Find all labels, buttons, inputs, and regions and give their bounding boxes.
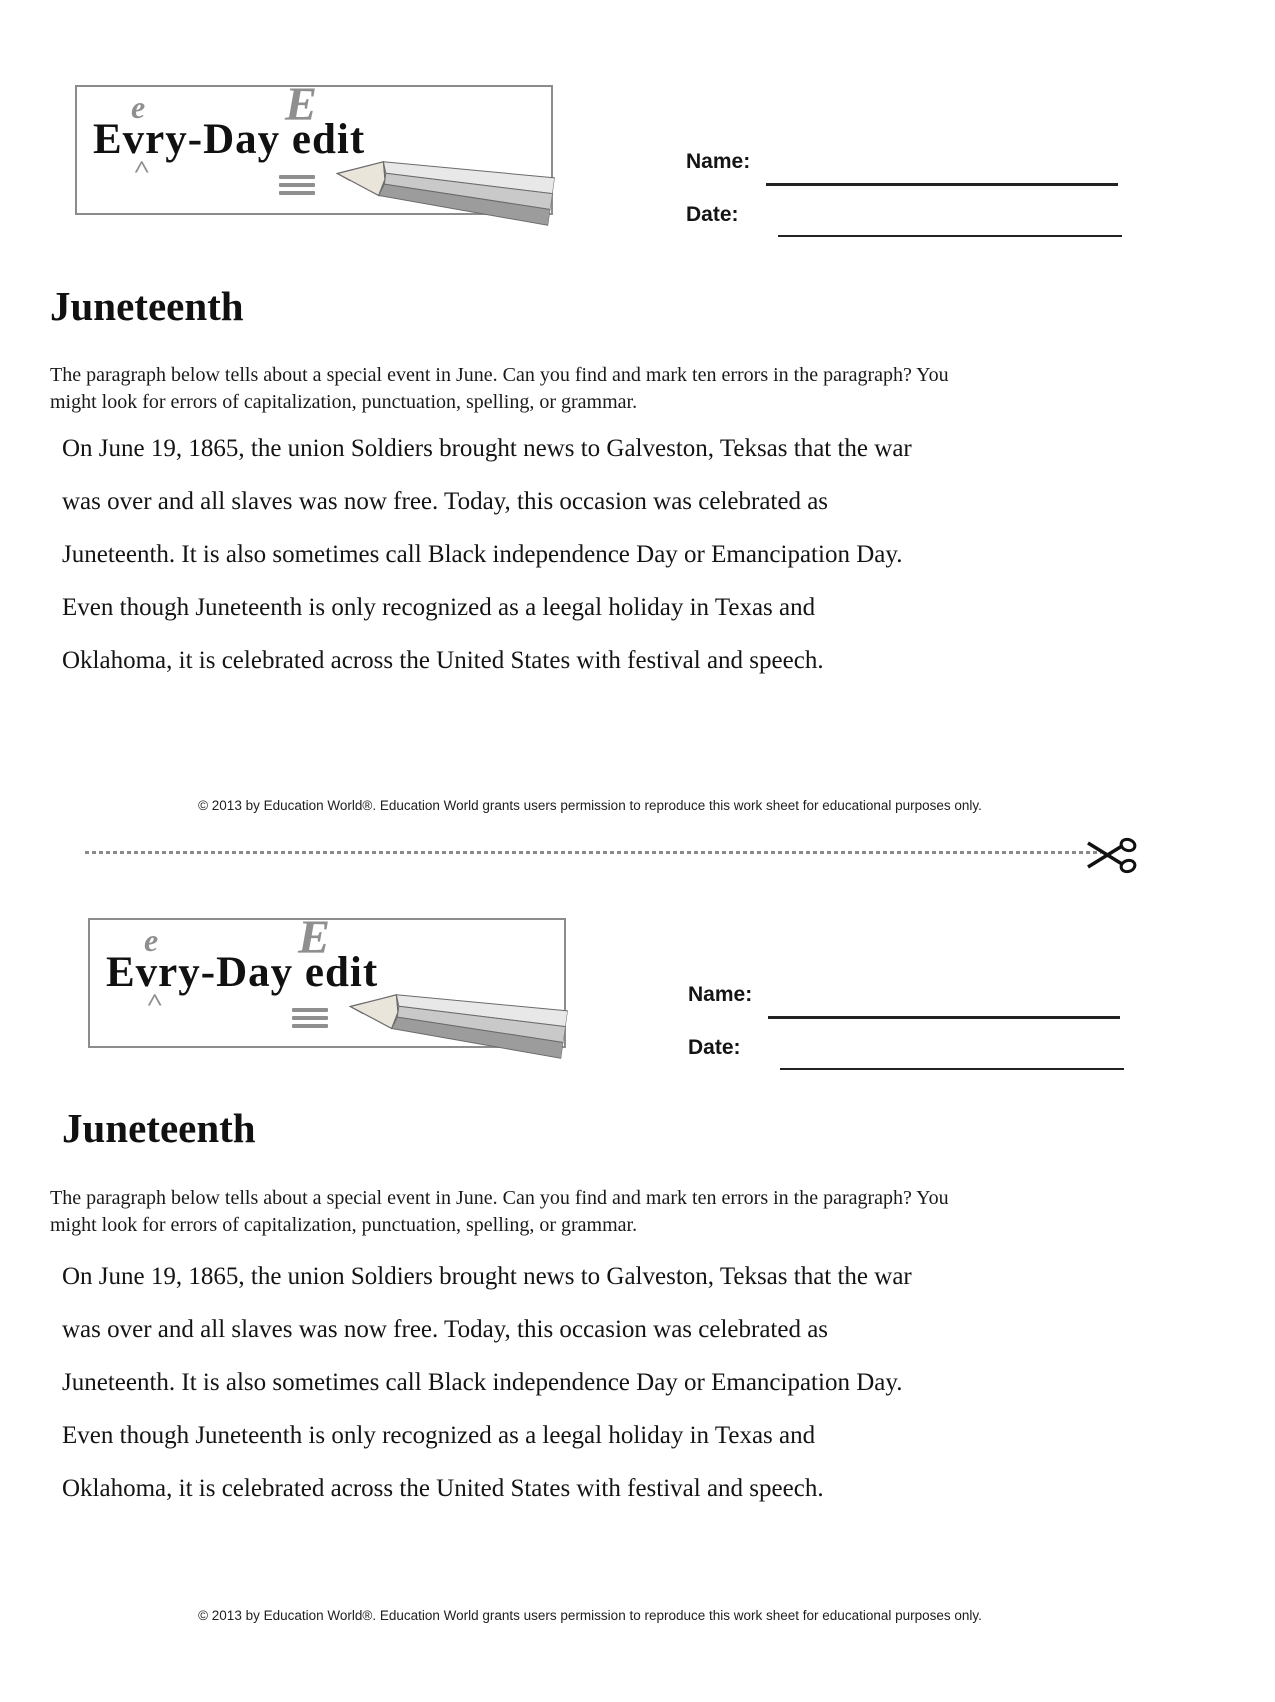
paragraph-line: Oklahoma, it is celebrated across the United States with festival and speech. [62,1475,824,1502]
caret-mark: ^ [146,989,164,1016]
triple-underline-mark [279,175,315,199]
name-line [768,1016,1120,1019]
copyright-text: © 2013 by Education World®. Education World grants users permission to reproduce this work sheet for educational purposes only. [198,798,982,813]
worksheet-title: Juneteenth [62,1105,256,1151]
everyday-edit-logo [88,911,566,1048]
paragraph-line: Oklahoma, it is celebrated across the United States with festival and speech. [62,647,824,674]
scissors-icon [1086,836,1138,876]
name-line [766,183,1118,186]
instructions-text [50,362,1150,416]
paragraph-line: Juneteenth. It is also sometimes call Black independence Day or Emancipation Day. [62,1369,903,1396]
paragraph-line: was over and all slaves was now free. Today, this occasion was celebrated as [62,488,829,515]
name-label: Name: [686,150,751,173]
copyright-text: © 2013 by Education World®. Education World grants users permission to reproduce this work sheet for educational purposes only. [198,1608,982,1623]
triple-underline-mark [292,1008,328,1032]
capital-e-mark: E [298,911,331,964]
insert-e-mark: e [131,89,146,125]
instruction-line: The paragraph below tells about a special event in June. Can you find and mark ten errors in the paragraph? You [50,364,949,386]
exercise-paragraph [62,1250,1142,1515]
everyday-edit-logo [75,78,553,215]
pencil-icon [331,146,555,234]
instruction-line: The paragraph below tells about a special event in June. Can you find and mark ten errors in the paragraph? You [50,1187,949,1209]
date-label: Date: [688,1036,741,1059]
caret-mark: ^ [133,156,151,183]
exercise-paragraph [62,422,1142,687]
cut-line [85,851,1101,854]
date-label: Date: [686,203,739,226]
date-line [780,1068,1124,1070]
paragraph-line: Even though Juneteenth is only recognized as a leegal holiday in Texas and [62,594,816,621]
paragraph-line: Even though Juneteenth is only recognized as a leegal holiday in Texas and [62,1422,816,1449]
name-label: Name: [688,983,753,1006]
paragraph-line: On June 19, 1865, the union Soldiers brought news to Galveston, Teksas that the war [62,1263,912,1290]
worksheet-title: Juneteenth [50,283,244,329]
instructions-text [50,1185,1150,1239]
paragraph-line: On June 19, 1865, the union Soldiers brought news to Galveston, Teksas that the war [62,435,912,462]
instruction-line: might look for errors of capitalization, punctuation, spelling, or grammar. [50,391,638,413]
pencil-icon [344,979,568,1067]
paragraph-line: was over and all slaves was now free. Today, this occasion was celebrated as [62,1316,829,1343]
paragraph-line: Juneteenth. It is also sometimes call Black independence Day or Emancipation Day. [62,541,903,568]
instruction-line: might look for errors of capitalization, punctuation, spelling, or grammar. [50,1214,638,1236]
logo-title: Evry-Day edit [93,116,366,163]
date-line [778,235,1122,237]
logo-title: Evry-Day edit [106,949,379,996]
capital-e-mark: E [285,78,318,131]
insert-e-mark: e [144,922,159,958]
